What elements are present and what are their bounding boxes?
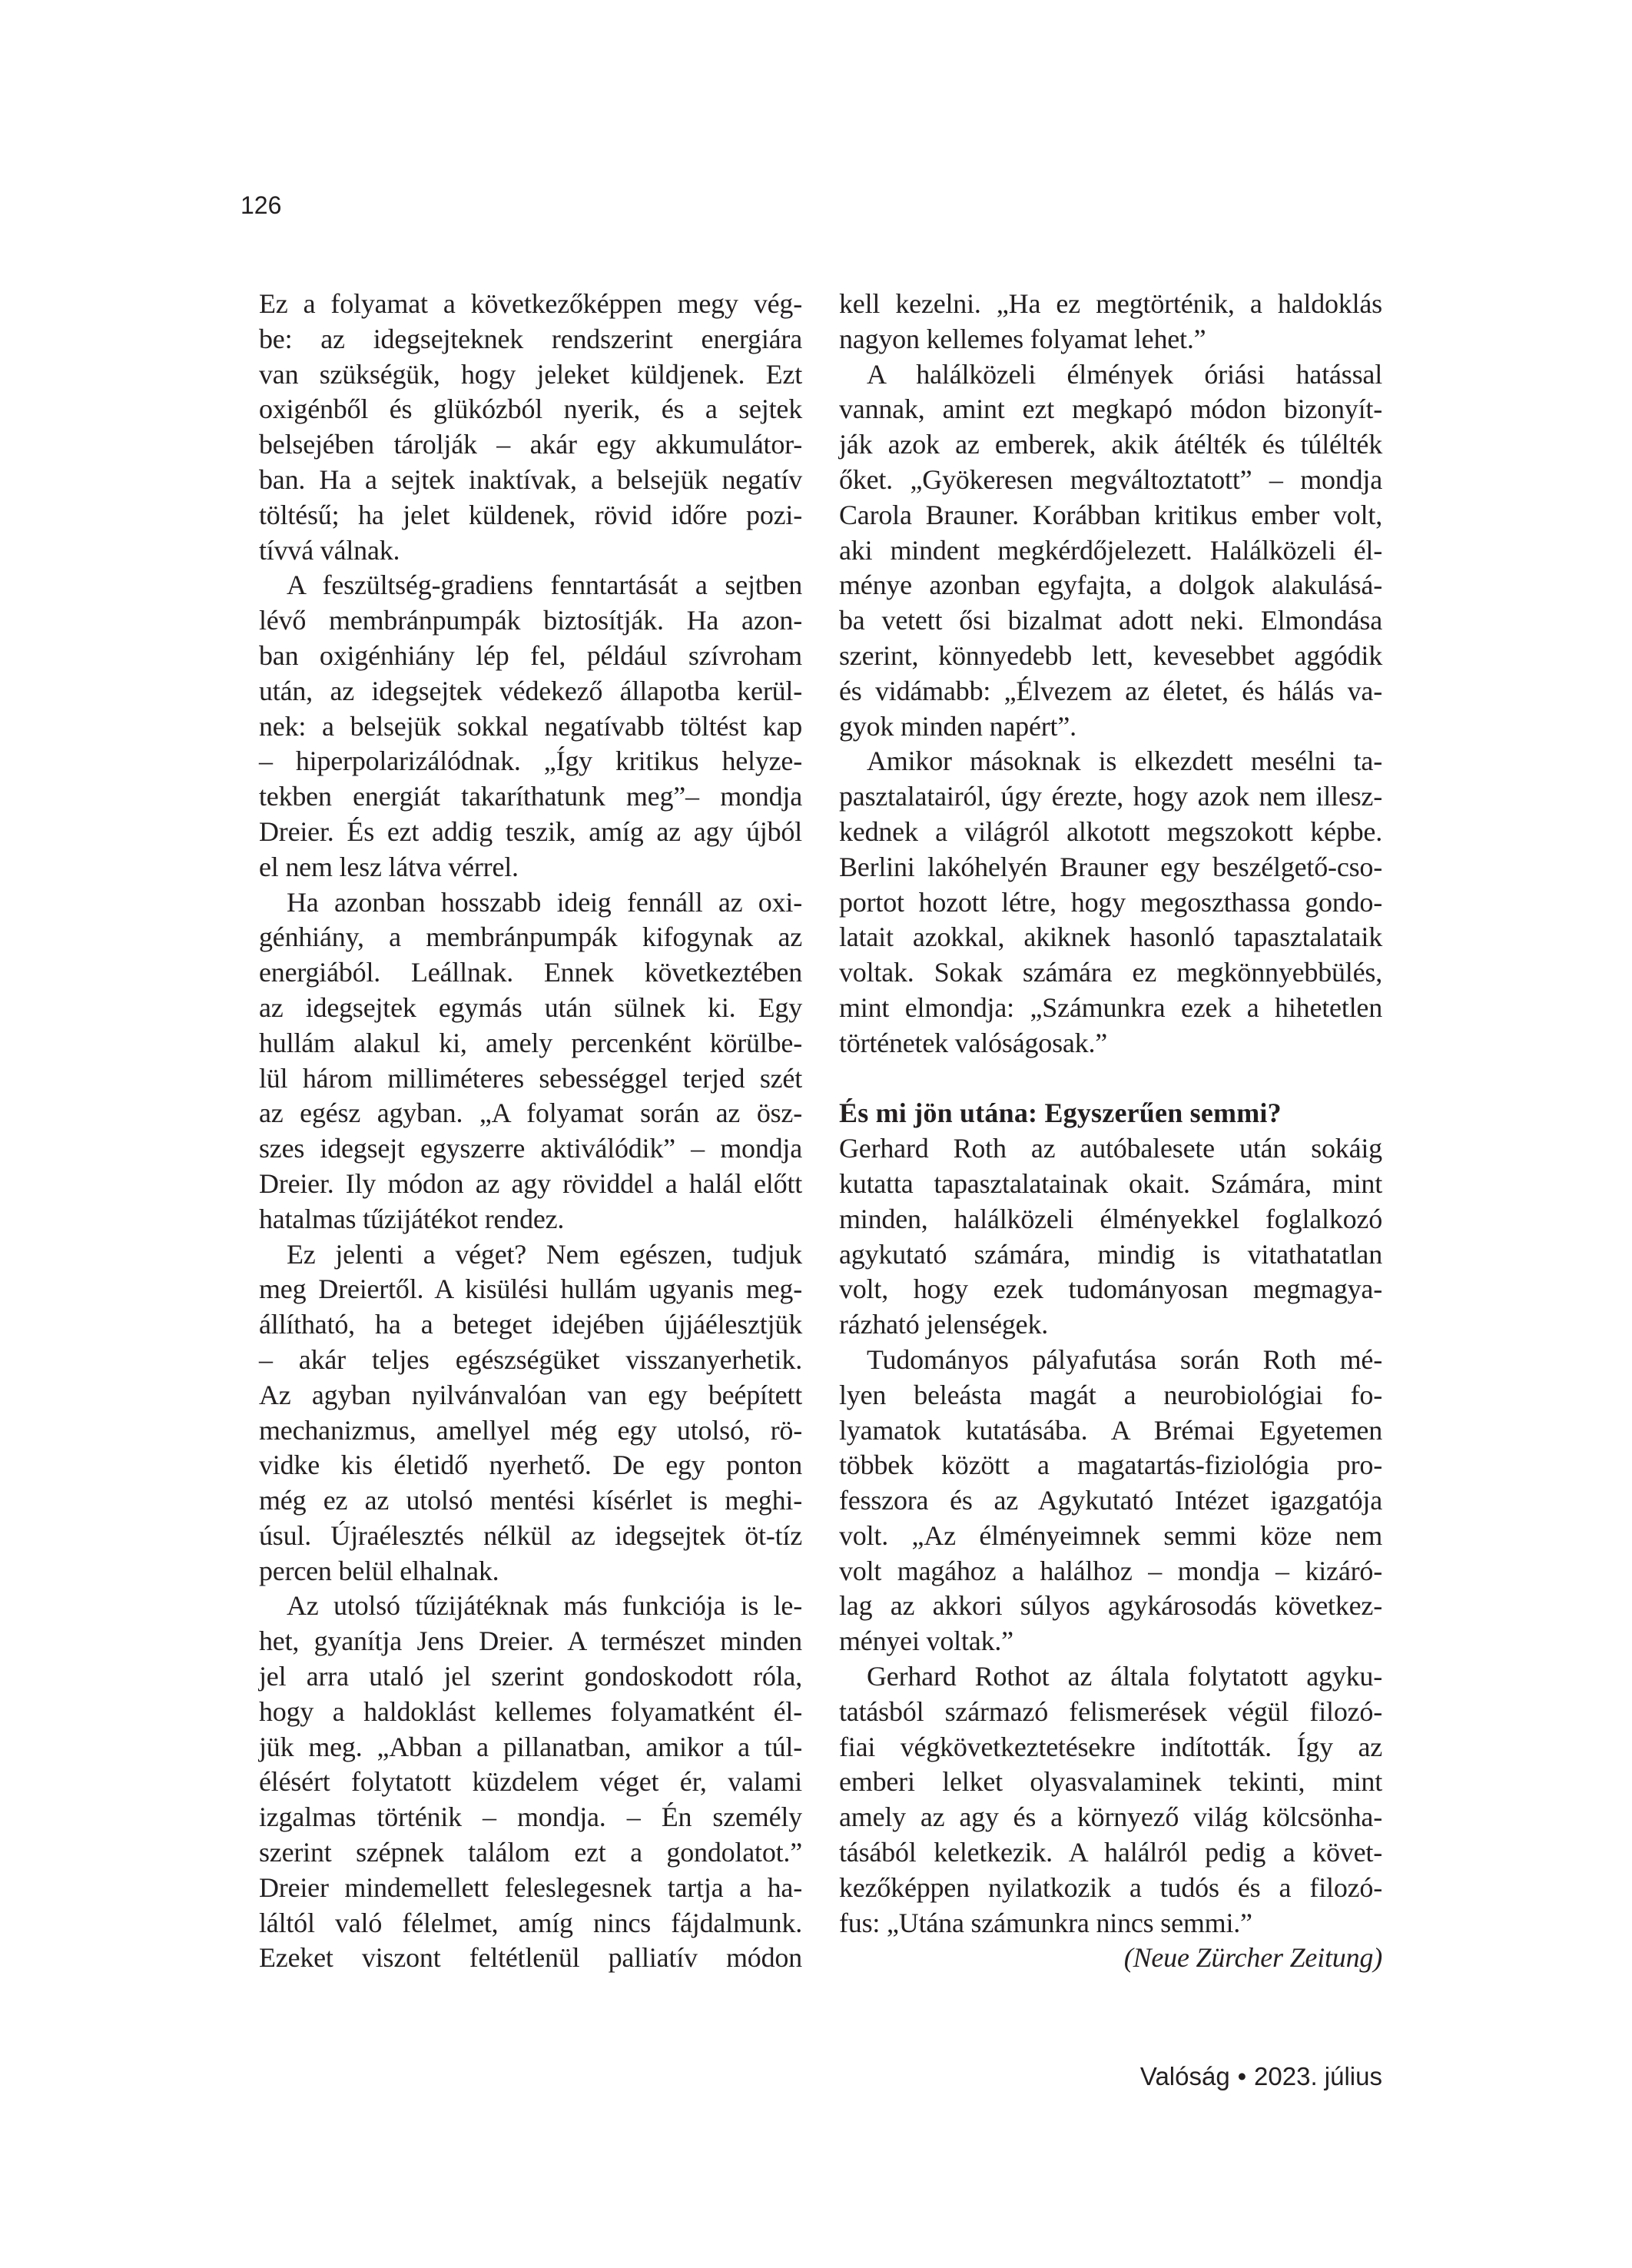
text-line: fus: „Utána számunkra nincs semmi.” xyxy=(839,1907,1252,1938)
text-line: A feszültség-gradiens fenntartását a sejtben xyxy=(287,569,802,601)
text-line: mint elmondja: „Számunkra ezek a hihetetlen xyxy=(839,991,1382,1023)
text-line: emberi lelket olyasvalaminek tekinti, mint xyxy=(839,1766,1382,1798)
text-line: A halálközeli élmények óriási hatással xyxy=(867,358,1382,390)
text-line: nagyon kellemes folyamat lehet.” xyxy=(839,323,1206,354)
text-line: történetek valóságosak.” xyxy=(839,1027,1108,1058)
text-line: töltésű; ha jelet küldenek, rövid időre pozi- xyxy=(259,499,802,530)
text-line: oxigénből és glükózból nyerik, és a sejtek xyxy=(259,393,802,425)
text-line: ménye azonban egyfajta, a dolgok alakulásá- xyxy=(839,569,1382,601)
text-line: ják azok az emberek, akik átélték és túlélték xyxy=(839,429,1382,460)
text-line: fiai végkövetkeztetésekre indították. Így az xyxy=(839,1731,1382,1762)
paragraph xyxy=(259,1589,802,1976)
text-line: Gerhard Rothot az általa folytatott agyku- xyxy=(867,1661,1382,1692)
text-line: rázható jelenségek. xyxy=(839,1309,1049,1340)
text-line: – akár teljes egészségüket visszanyerhetik. xyxy=(259,1343,802,1375)
text-line: minden, halálközeli élményekkel foglalkozó xyxy=(839,1203,1382,1234)
text-line: tívvá válnak. xyxy=(259,534,400,566)
page-number: 126 xyxy=(240,191,282,219)
text-line: láltól való félelmet, amíg nincs fájdalmunk. xyxy=(259,1907,802,1938)
text-line: tatásból származó felismerések végül filozó- xyxy=(839,1695,1382,1727)
text-line: el nem lesz látva vérrel. xyxy=(259,851,519,882)
text-line: ban. Ha a sejtek inaktívak, a belsejük negatív xyxy=(259,463,802,495)
text-line: agykutató számára, mindig is vitathatatlan xyxy=(839,1238,1382,1270)
text-line: ményei voltak.” xyxy=(839,1625,1013,1657)
paragraph xyxy=(839,744,1382,1061)
text-line: ba vetett ősi bizalmat adott neki. Elmondása xyxy=(839,605,1382,636)
text-line: vannak, amint ezt megkapó módon bizonyít- xyxy=(839,393,1382,425)
text-line: Ezeket viszont feltétlenül palliatív módon xyxy=(259,1942,802,1974)
text-line: Az utolsó tűzijátéknak más funkciója is le- xyxy=(287,1590,802,1622)
text-line: meg Dreiertől. A kisülési hullám ugyanis meg- xyxy=(259,1273,802,1305)
text-line: fesszora és az Agykutató Intézet igazgatója xyxy=(839,1485,1382,1516)
text-line: lag az akkori súlyos agykárosodás következ- xyxy=(839,1590,1382,1622)
paragraph xyxy=(839,357,1382,745)
text-line: hullám alakul ki, amely percenként körülbe- xyxy=(259,1027,802,1058)
text-line: és vidámabb: „Élvezem az életet, és hálás va- xyxy=(839,675,1382,706)
text-line: amely az agy és a környező világ kölcsönha- xyxy=(839,1801,1382,1833)
text-line: Berlini lakóhelyén Brauner egy beszélgető-cso- xyxy=(839,851,1382,882)
text-line: kell kezelni. „Ha ez megtörténik, a haldoklás xyxy=(839,288,1382,319)
text-line: ban oxigénhiány lép fel, például szívroham xyxy=(259,639,802,671)
text-line: állítható, ha a beteget idejében újjáélesztjük xyxy=(259,1309,802,1340)
text-line: percen belül elhalnak. xyxy=(259,1555,499,1586)
section-spacer xyxy=(839,1061,1382,1097)
publication-name: Valóság xyxy=(1139,2062,1230,2090)
text-line: szerint szépnek találom ezt a gondolatot.” xyxy=(259,1837,802,1868)
text-line: latait azokkal, akiknek hasonló tapasztalataik xyxy=(839,921,1382,953)
text-line: portot hozott létre, hogy megoszthassa gondo- xyxy=(839,886,1382,918)
paragraph xyxy=(259,287,802,568)
text-line: Dreier. És ezt addig teszik, amíg az agy újból xyxy=(259,815,802,847)
text-line: Dreier. Ily módon az agy röviddel a halál előtt xyxy=(259,1167,802,1199)
text-line: van szükségük, hogy jeleket küldjenek. Ezt xyxy=(259,358,802,390)
text-line: úsul. Újraélesztés nélkül az idegsejtek öt-tíz xyxy=(259,1519,802,1551)
text-line: volt magához a halálhoz – mondja – kizáró- xyxy=(839,1555,1382,1586)
bullet-separator-icon: • xyxy=(1237,2062,1247,2090)
text-line: izgalmas történik – mondja. – Én személy xyxy=(259,1801,802,1833)
text-line: hatalmas tűzijátékot rendez. xyxy=(259,1203,565,1234)
text-line: Gerhard Roth az autóbalesete után sokáig xyxy=(839,1133,1382,1164)
text-line: után, az idegsejtek védekező állapotba kerül- xyxy=(259,675,802,706)
text-line: gyok minden napért”. xyxy=(839,710,1076,742)
paragraph xyxy=(259,885,802,1237)
text-line: aki mindent megkérdőjelezett. Halálközeli él- xyxy=(839,534,1382,566)
paragraph xyxy=(839,1343,1382,1659)
section-heading: És mi jön utána: Egyszerűen semmi? xyxy=(839,1097,1282,1129)
text-line: het, gyanítja Jens Dreier. A természet minden xyxy=(259,1625,802,1657)
text-line: kutatta tapasztalatainak okait. Számára, mint xyxy=(839,1167,1382,1199)
page-footer xyxy=(1140,2064,1382,2089)
text-line: kednek a világról alkotott megszokott képbe. xyxy=(839,815,1382,847)
text-line: be: az idegsejteknek rendszerint energiára xyxy=(259,323,802,354)
text-line: jük meg. „Abban a pillanatban, amikor a túl- xyxy=(259,1731,802,1762)
text-line: kezőképpen nyilatkozik a tudós és a filozó- xyxy=(839,1871,1382,1903)
text-line: élésért folytatott küzdelem véget ér, valami xyxy=(259,1766,802,1798)
text-line: volt, hogy ezek tudományosan megmagya- xyxy=(839,1273,1382,1305)
text-line: Ez jelenti a véget? Nem egészen, tudjuk xyxy=(287,1238,802,1270)
issue-date: 2023. július xyxy=(1254,2062,1382,2090)
text-line: tásából keletkezik. A halálról pedig a követ- xyxy=(839,1837,1382,1868)
paragraph xyxy=(259,568,802,885)
paragraph xyxy=(839,1659,1382,1941)
text-line: lyen beleásta magát a neurobiológiai fo- xyxy=(839,1379,1382,1410)
text-line: lül három milliméteres sebességgel terjed szét xyxy=(259,1062,802,1094)
text-line: szerint, könnyedebb lett, kevesebbet aggódik xyxy=(839,639,1382,671)
text-line: az idegsejtek egymás után sülnek ki. Egy xyxy=(259,991,802,1023)
text-line: Amikor másoknak is elkezdett mesélni ta- xyxy=(867,745,1382,777)
text-line: még ez az utolsó mentési kísérlet is meghi- xyxy=(259,1485,802,1516)
text-line: – hiperpolarizálódnak. „Így kritikus helyze- xyxy=(259,745,802,777)
text-line: jel arra utaló jel szerint gondoskodott róla, xyxy=(259,1661,802,1692)
right-column xyxy=(839,287,1382,1976)
text-line: Az agyban nyilvánvalóan van egy beépített xyxy=(259,1379,802,1410)
source-attribution: (Neue Zürcher Zeitung) xyxy=(1123,1942,1382,1974)
text-line: lévő membránpumpák biztosítják. Ha azon- xyxy=(259,605,802,636)
text-line: lyamatok kutatásába. A Brémai Egyetemen xyxy=(839,1414,1382,1446)
text-line: volt. „Az élményeimnek semmi köze nem xyxy=(839,1519,1382,1551)
text-line: tekben energiát takaríthatunk meg”– mondja xyxy=(259,781,802,812)
text-line: pasztalatairól, úgy érezte, hogy azok nem illesz- xyxy=(839,781,1382,812)
left-column xyxy=(259,287,802,1976)
text-line: voltak. Sokak számára ez megkönnyebbülés, xyxy=(839,957,1382,988)
text-line: őket. „Gyökeresen megváltoztatott” – mondja xyxy=(839,463,1382,495)
paragraph xyxy=(839,287,1382,357)
text-line: az egész agyban. „A folyamat során az ösz- xyxy=(259,1097,802,1129)
paragraph xyxy=(259,1237,802,1589)
text-line: génhiány, a membránpumpák kifogynak az xyxy=(259,921,802,953)
text-line: Ez a folyamat a következőképpen megy vég- xyxy=(259,288,802,319)
text-line: szes idegsejt egyszerre aktiválódik” – mondja xyxy=(259,1133,802,1164)
text-line: többek között a magatartás-fiziológia pro- xyxy=(839,1449,1382,1481)
text-line: mechanizmus, amellyel még egy utolsó, rö- xyxy=(259,1414,802,1446)
text-line: Tudományos pályafutása során Roth mé- xyxy=(867,1343,1382,1375)
text-line: Dreier mindemellett feleslegesnek tartja a ha- xyxy=(259,1871,802,1903)
paragraph xyxy=(839,1131,1382,1343)
text-line: belsejében tárolják – akár egy akkumulátor- xyxy=(259,429,802,460)
text-line: energiából. Leállnak. Ennek következtében xyxy=(259,957,802,988)
text-line: hogy a haldoklást kellemes folyamatként él- xyxy=(259,1695,802,1727)
text-line: nek: a belsejük sokkal negatívabb töltést kap xyxy=(259,710,802,742)
text-line: Carola Brauner. Korábban kritikus ember volt, xyxy=(839,499,1382,530)
text-line: Ha azonban hosszabb ideig fennáll az oxi- xyxy=(287,886,802,918)
text-line: vidke kis életidő nyerhető. De egy ponton xyxy=(259,1449,802,1481)
